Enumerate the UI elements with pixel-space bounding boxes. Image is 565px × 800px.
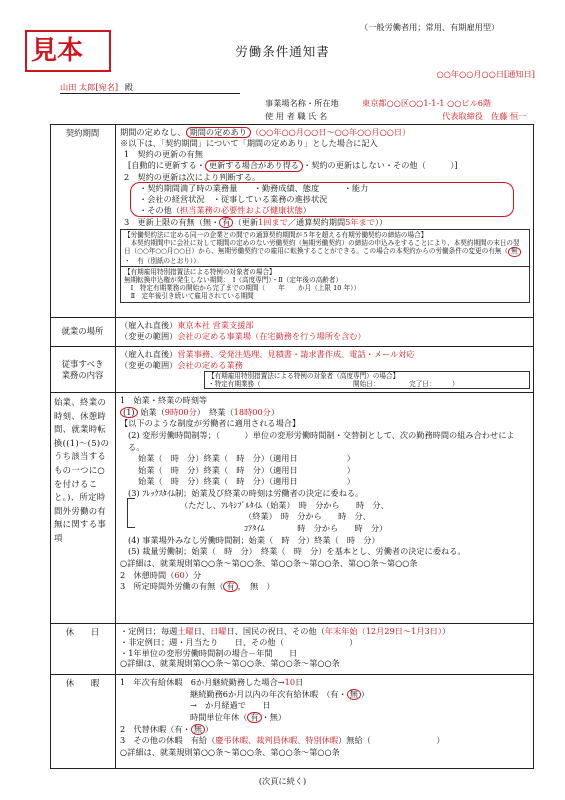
- duties-special-heading: 【有期雇用特別措置法による特例の対象者（高度専門）の場合】: [208, 371, 400, 380]
- leave-label: 休 暇: [65, 678, 100, 688]
- holiday-annual: ・1年単位の変形労働時間制の場合－年間 日: [120, 647, 298, 658]
- criteria-other: ・その他（: [139, 204, 180, 215]
- conversion-none-circled: 無: [508, 247, 521, 256]
- criteria-other-value: 担当業務の必要性および健康状態: [179, 204, 303, 215]
- workplace-range-value: 会社の定める事業場（在宅勤務を行う場所を含む）: [177, 330, 366, 341]
- flextime: (3) ﾌﾚｯｸｽﾀｲﾑ制；始業及び終業の時刻は労働者の決定に委ねる。: [128, 488, 364, 499]
- renewal-criteria-heading: 2 契約の更新は次により判断する。: [124, 171, 261, 182]
- workplace-content: [117, 318, 533, 344]
- limit-yes-circled: 有: [219, 217, 233, 228]
- annual-leave-label: 1 年次有給休暇 6か月継続勤務した場合→: [120, 677, 285, 687]
- conversion-end: ・ 有（別紙のとおり））: [124, 256, 200, 265]
- flex-start: （ただし、ﾌﾚｷｼﾌﾞﾙﾀｲﾑ（始業） 時 分から 時 分、: [180, 499, 389, 510]
- holiday-nonfixed: ・非定例日；週・月当たり 日、その他（ ）: [120, 636, 358, 647]
- criteria-line-2: ・会社の経営状況 ・従事している業務の進捗状況: [139, 194, 328, 205]
- time-close: ）: [270, 406, 280, 417]
- page-title: 労働条件通知書: [235, 44, 330, 59]
- early-leave-label: 継続勤務6か月以内の年次有給休暇 （有・: [190, 688, 347, 699]
- holiday-close: ）: [441, 626, 451, 636]
- limit-renewal: （更新: [233, 216, 259, 227]
- user-value: 代表取締役 佐藤 恒一: [442, 111, 527, 121]
- holiday-sat: 土曜: [177, 626, 194, 636]
- start-label: 始業（: [140, 406, 165, 417]
- flex-end: （終業） 時 分から 時 分、: [244, 511, 371, 522]
- holidays-content: [117, 624, 533, 671]
- workplace-section: [51, 317, 533, 346]
- recipient-name: 山田 太郎[宛名]: [60, 82, 119, 92]
- conversion-box: [120, 229, 530, 267]
- conditions-table: [50, 124, 534, 769]
- duties-label-1: 従事すべき: [61, 359, 104, 369]
- overtime-no: ， 無 ）: [237, 581, 275, 592]
- renewal-possible-circled: 更新する場合があり得る: [205, 160, 303, 171]
- contract-section: [51, 125, 533, 317]
- workplace-initial-label: （雇入れ直後）: [120, 320, 178, 330]
- discretionary-work: (5) 裁量労働制；始業（ 時 分） 終業（ 時 分）を基本とし、労働者の決定に委ねる。: [128, 546, 466, 557]
- hourly-leave-close: ・無）: [261, 711, 287, 722]
- duties-range-label: （変更の範囲）: [120, 359, 178, 370]
- break-unit: ）分: [184, 569, 202, 580]
- shift-row-2: 始業（ 時 分）終業（ 時 分）（適用日 ）: [138, 464, 355, 475]
- holiday-sun: 日曜: [210, 626, 227, 636]
- duties-section: [51, 346, 533, 392]
- renewal-auto: [自動的に更新する・: [128, 160, 205, 171]
- recipient-suffix: 殿: [124, 82, 133, 92]
- hours-label: 始業、終業の時刻、休憩時間、就業時転換((1)～(5)のうち該当するもの一つに○を付けること。)、所定時間外労働の有無に関する事項: [54, 397, 110, 544]
- workplace-label: 就業の場所: [61, 326, 104, 336]
- recipient-line: [60, 82, 240, 94]
- hourly-leave-yes-circled: 有: [247, 712, 261, 723]
- leave-months: → か月経過で 日: [190, 700, 271, 711]
- hours-section: [51, 392, 533, 623]
- sample-stamp: 見本: [25, 30, 111, 72]
- renewal-heading: 1 契約の更新の有無: [124, 149, 203, 160]
- annual-leave-unit: 日: [295, 677, 304, 687]
- contract-label: 契約期間: [65, 128, 100, 138]
- criteria-close: ）: [302, 204, 311, 215]
- duties-range-value: 会社の定める業務: [177, 359, 243, 370]
- workplace-initial-value: 東京本社 営業支援部: [177, 320, 254, 330]
- holiday-rules-ref: ○詳細は、就業規則第○○条～第○○条、第○○条～第○○条: [120, 658, 340, 669]
- leave-rules-ref: ○詳細は、就業規則第○○条～第○○条、第○○条～第○○条: [120, 746, 340, 757]
- hours-option-1-circled: (1): [120, 407, 138, 418]
- deemed-hours: (4) 事業場外みなし労働時間制；始業（ 時 分）終業（ 時 分）: [128, 534, 380, 545]
- user-label: 使 用 者 職 氏 名: [265, 111, 328, 121]
- other-leave-label: 3 その他の休暇 有給（: [120, 735, 216, 746]
- contract-none: 期間の定めなし、: [120, 127, 186, 137]
- annual-leave-days: 10: [284, 677, 296, 687]
- duties-label: [51, 347, 114, 381]
- special-line-2: Ⅰ 特定有期業務の開始から完了までの期間（ 年 か月（上限 10 年））: [124, 284, 361, 293]
- hours-system-heading: 【以下のような制度が労働者に適用される場合】: [120, 418, 301, 429]
- conversion-heading: 【労働契約法に定める同一の企業との間での通算契約期間が５年を超える有期労働契約の締結の場合】: [124, 230, 428, 239]
- limit-total-value: 5年まで: [345, 216, 375, 227]
- special-heading: 【有期雇用特別措置法による特例の対象者の場合】: [124, 267, 276, 276]
- renewal-other: ・契約の更新はしない・その他（ ）]: [302, 160, 458, 171]
- duties-content: [117, 347, 533, 391]
- end-time: 18時00分: [233, 406, 271, 417]
- duties-special-line: ・特定有期業務（ 開始日： 完了日： ）: [208, 379, 459, 388]
- limit-close: ））: [374, 216, 388, 227]
- duties-initial-label: （雇入れ直後）: [120, 349, 178, 359]
- criteria-line-1: ・契約期間満了時の業務量 ・勤務成績、態度 ・能力: [139, 183, 369, 194]
- limit-total: ／通算契約期間: [287, 216, 346, 227]
- limit-renewal-value: 1回まで: [258, 216, 288, 227]
- duties-label-2: 業務の内容: [61, 370, 104, 381]
- leave-content: [117, 675, 533, 760]
- substitute-leave-label: 2 代替休暇（有・: [120, 723, 191, 734]
- variable-hours: (2) 変形労働時間制等；（ ）単位の変形労働時間制・交替制として、次の勤務時間の組み合わせによる。: [128, 429, 515, 452]
- doc-type: （一般労働者用；常用、有期雇用型）: [360, 22, 500, 32]
- footer-continued: (次頁に続く): [258, 776, 307, 786]
- special-measures-box: [120, 267, 530, 303]
- contract-fixed-circled: 期間の定めあり: [186, 127, 251, 138]
- holidays-label: 休 日: [65, 627, 100, 637]
- contract-content: [117, 125, 533, 305]
- employer-value: 東京都○○区○○1-1-1 ○○ビル6階: [362, 98, 492, 108]
- hours-rules-ref: ○詳細は、就業規則第○○条～第○○条、第○○条～第○○条、第○○条～第○○条: [120, 557, 418, 568]
- start-time: 9時00分: [164, 406, 197, 417]
- shift-row-1: 始業（ 時 分）終業（ 時 分）（適用日 ）: [138, 453, 355, 464]
- notice-date: ○○年○○月○○日[通知日]: [436, 69, 535, 79]
- overtime-label: 3 所定時間外労働の有無（: [120, 581, 224, 592]
- holiday-fixed: ・定例日；毎週: [120, 626, 178, 636]
- early-leave-close: ）: [360, 688, 370, 699]
- break-value: 60: [174, 569, 185, 580]
- substitute-leave-none-circled: 無: [191, 724, 205, 735]
- holiday-other-value: 年末年始（12月29日～1月3日）: [324, 626, 442, 636]
- workplace-range-label: （変更の範囲）: [120, 330, 178, 341]
- holidays-section: [51, 623, 533, 674]
- core-time: ｺｱﾀｲﾑ 時 分から 時 分）: [244, 523, 388, 534]
- hourly-leave-label: 時間単位年休（: [190, 711, 248, 722]
- end-label: ） 終業（: [196, 406, 234, 417]
- shift-row-3: 始業（ 時 分）終業（ 時 分）（適用日 ）: [138, 476, 355, 487]
- contract-note: ※以下は、「契約期間」について「期間の定めあり」とした場合に記入: [120, 138, 378, 149]
- early-leave-none-circled: 無: [347, 689, 361, 700]
- conversion-text: 本契約期間中に会社に対して期間の定めのない労働契約（無期労働契約）の締結の申込みをすることにより、本契約期間の末日の翌日（○○年○○月○○日）から、無期労働契約での雇用に転換することができる。この場合の本契約からの労働条件の変更の有無（: [124, 239, 520, 256]
- leave-section: [51, 674, 533, 768]
- overtime-yes-circled: 有: [223, 581, 237, 592]
- special-line-1: 無期転換申込権が発生しない期間： Ⅰ（高度専門）・Ⅱ（定年後の高齢者）: [124, 276, 343, 285]
- contract-dates: （○○年○○月○○日～○○年○○月○○日）: [250, 127, 411, 137]
- duties-special-box: [204, 371, 530, 389]
- renewal-criteria-box: [130, 182, 514, 216]
- other-leave-unpaid: ）無給（ ）: [338, 735, 445, 746]
- special-line-3: Ⅱ 定年後引き続いて雇用されている期間: [124, 292, 254, 301]
- holiday-sep: 日、: [193, 626, 211, 636]
- limit-label: 3 更新上限の有無（無・: [124, 216, 220, 227]
- hours-heading: 1 始業・終業の時刻等: [120, 395, 208, 405]
- substitute-leave-close: ）: [204, 723, 214, 734]
- duties-initial-value: 営業事務、受発注処理、見積書・請求書作成、電話・メール対応: [177, 349, 415, 359]
- employer-label: 事業場名称・所在地: [265, 98, 339, 108]
- break-label: 2 休憩時間（: [120, 569, 175, 580]
- hours-content: [117, 393, 533, 595]
- holiday-national: 日、国民の祝日、その他（: [226, 626, 325, 636]
- shift-bracket: [127, 498, 135, 528]
- other-leave-paid: 慶弔休暇、裁判員休暇、特別休暇: [215, 735, 339, 746]
